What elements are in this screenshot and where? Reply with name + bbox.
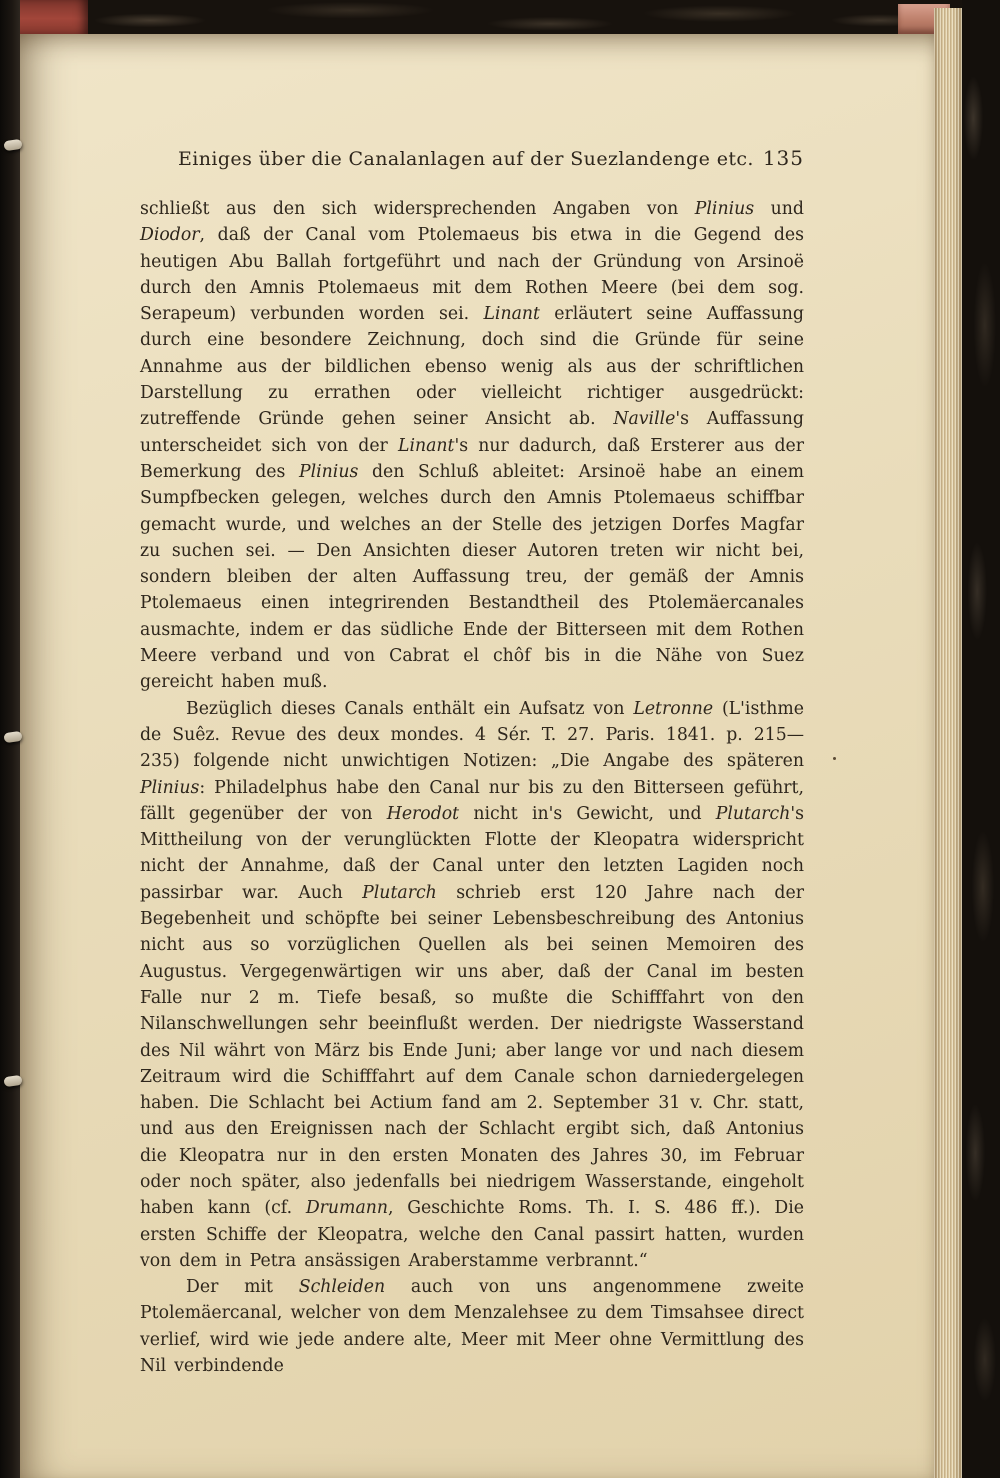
italic-text-segment: Herodot [386,803,460,824]
text-segment: auch von uns angenommene zweite Ptolemäercanal, welcher von dem Menzalehsee zu dem Timsahsee direct verlief, wird wie jede andere alte, Meer mit Meer ohne Vermittlung des Nil verbindende [140,1277,804,1377]
italic-text-segment: Plutarch [715,803,791,824]
book-cover-top-edge [0,0,1000,34]
italic-text-segment: Plinius [298,461,359,482]
text-segment: und [754,199,804,219]
text-segment: nicht in's Gewicht, und [459,803,716,824]
text-segment: (L'isthme de Suêz. Revue des deux mondes. 4 Sér. T. 27. Paris. 1841. p. 215—235) folgende nicht unwichtigen Notizen: „Die Angabe des späteren [140,698,804,772]
body-text [140,196,804,1379]
italic-text-segment: Plinius [694,199,755,219]
text-segment: Bezüglich dieses Canals enthält ein Aufsatz von [186,698,634,719]
text-segment: 's Mittheilung von der verunglückten Flotte der Kleopatra widerspricht nicht der Annahme, daß der Canal unter den letzten Lagiden noch passirbar war. Auch [140,803,804,903]
text-column [140,146,804,1379]
italic-text-segment: Linant [483,304,540,325]
italic-text-segment: Naville [613,409,676,430]
page-fore-edge-right [934,8,962,1478]
paragraph [140,696,804,1275]
text-segment: schließt aus den sich widersprechenden Angaben von [140,199,695,219]
text-segment: den Schluß ableitet: Arsinoë habe an einem Sumpfbecken gelegen, welches durch den Amnis Ptolemaeus schiffbar gemacht wurde, und welches an der Stelle des jetzigen Dorfes Magfar zu suchen sei. — Den Ansichten dieser Autoren treten wir nicht bei, sondern bleiben der alten Auffassung treu, der gemäß der Amnis Ptolemaeus einen integrirenden Bestandtheil des Ptolemäercanales ausmachte, indem er das südliche Ende der Bitterseen mit dem Rothen Meere verband und von Cabrat el chôf bis in die Nähe von Suez gereicht haben muß. [140,461,804,693]
italic-text-segment: Letronne [633,698,714,719]
text-segment: 's Auffassung unterscheidet sich von der [140,409,804,456]
italic-text-segment: Schleiden [298,1277,386,1298]
italic-text-segment: Plutarch [362,882,437,903]
italic-text-segment: Drumann [305,1198,389,1219]
text-segment: , Geschichte Roms. Th. I. S. 486 ff.). Die ersten Schiffe der Kleopatra, welche den Canal passirt hatten, wurden von dem in Petra ansässigen Araberstamme verbrannt.“ [140,1198,804,1271]
text-segment: schrieb erst 120 Jahre nach der Begebenheit und schöpfte bei seiner Lebensbeschreibung des Antonius nicht aus so vorzüglichen Quellen als bei seinen Memoiren des Augustus. Vergegenwärtigen wir uns aber, daß der Canal im besten Falle nur 2 m. Tiefe besaß, so mußte die Schifffahrt von den Nilanschwellungen sehr beeinflußt werden. Der niedrigste Wasserstand des Nil währt von März bis Ende Juni; aber lange vor und nach diesem Zeitraum wird die Schifffahrt auf dem Canale schon darniedergelegen haben. Die Schlacht bei Actium fand am 2. September 31 v. Chr. statt, und aus den Ereignissen nach der Schlacht ergibt sich, daß Antonius die Kleopatra nur in den ersten Monaten des Jahres 30, im Februar oder noch später, also jedenfalls bei niedrigem Wasserstande, eingeholt haben kann (cf. [140,882,804,1219]
running-header-title: Einiges über die Canalanlagen auf der Suezlandenge etc. [178,148,754,170]
running-header [140,146,804,170]
book-cover-right [962,0,1000,1478]
ink-speck [833,757,836,760]
text-segment: Der mit [186,1277,299,1298]
text-segment: , daß der Canal vom Ptolemaeus bis etwa in die Gegend des heutigen Abu Ballah fortgeführt und nach der Gründung von Arsinoë durch den Amnis Ptolemaeus mit dem Rothen Meere (bei dem sog. Serapeum) verbunden worden sei. [140,225,804,325]
text-segment: 's nur dadurch, daß Ersterer aus der Bemerkung des [140,435,804,482]
paragraph [140,196,804,696]
paragraph [140,1274,804,1379]
italic-text-segment: Diodor [140,225,200,246]
text-segment: erläutert seine Auffassung durch eine besondere Zeichnung, doch sind die Gründe für seine Annahme aus der bildlichen ebenso wenig als aus der schriftlichen Darstellung zu errathen oder vielleicht richtiger ausgedrückt: zutreffende Gründe gehen seiner Ansicht ab. [140,304,804,430]
page-number: 135 [762,146,804,170]
italic-text-segment: Plinius [140,777,200,798]
text-segment: : Philadelphus habe den Canal nur bis zu den Bitterseen geführt, fällt gegenüber der von [140,777,804,824]
italic-text-segment: Linant [397,435,455,456]
